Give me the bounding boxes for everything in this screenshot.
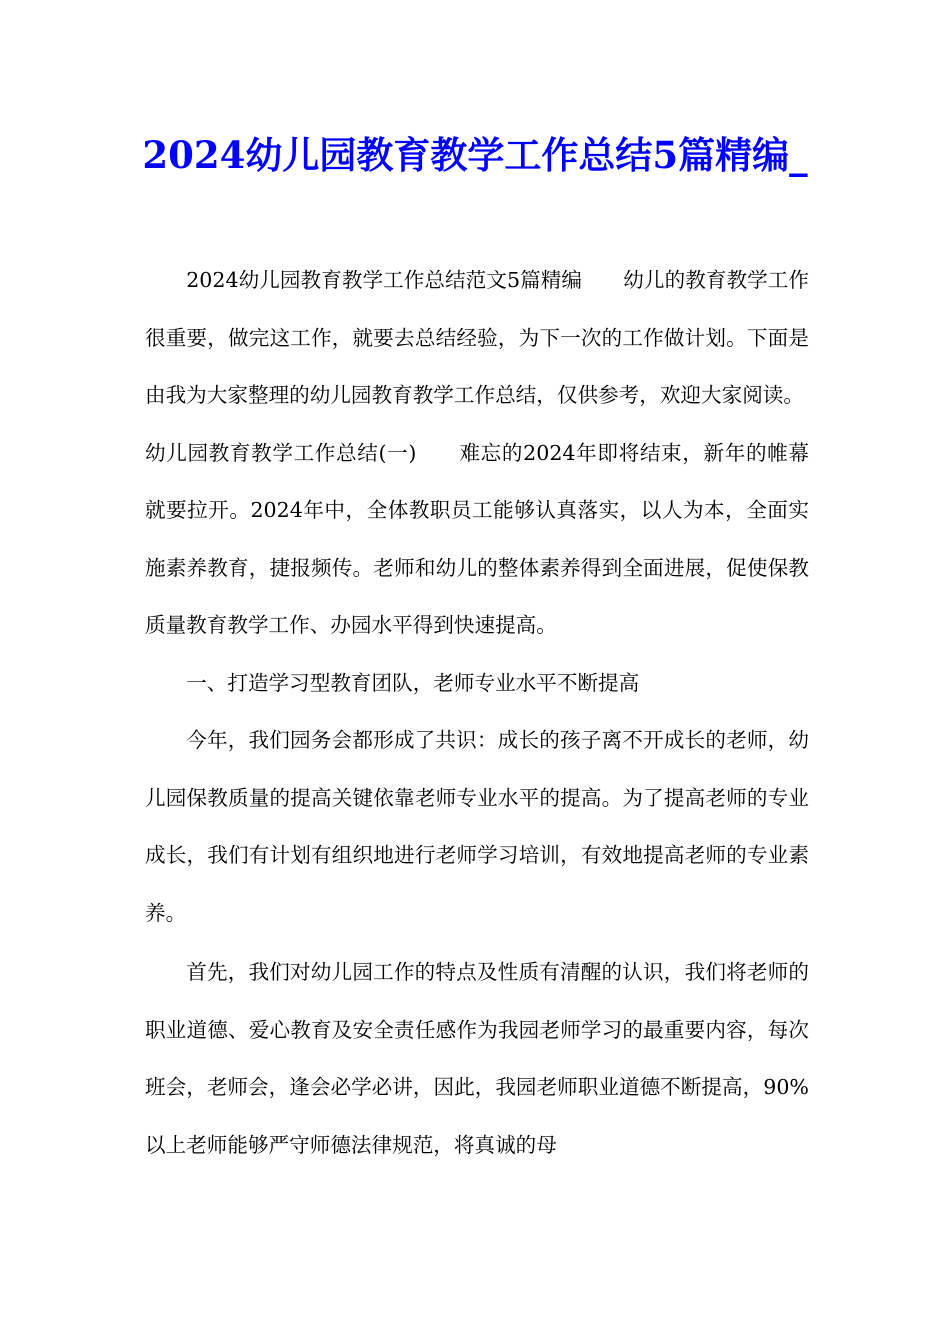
paragraph-first: 首先，我们对幼儿园工作的特点及性质有清醒的认识，我们将老师的职业道德、爱心教育及安全责任感作为我园老师学习的最重要内容，每次班会，老师会，逢会必学必讲，因此，我园老师职业道德不断提高，90%以上老师能够严守师德法律规范，将真诚的母 bbox=[145, 960, 809, 1157]
paragraph-consensus: 今年，我们园务会都形成了共识：成长的孩子离不开成长的老师，幼儿园保教质量的提高关键依靠老师专业水平的提高。为了提高老师的专业成长，我们有计划有组织地进行老师学习培训，有效地提高老师的专业素养。 bbox=[145, 728, 809, 925]
paragraph-summary-one: 幼儿园教育教学工作总结(一) 难忘的2024年即将结束，新年的帷幕就要拉开。2024年中，全体教职员工能够认真落实，以人为本，全面实施素养教育，捷报频传。老师和幼儿的整体素养得到全面进展，促使保教质量教育教学工作、办园水平得到快速提高。 bbox=[145, 440, 809, 637]
paragraph-intro: 2024幼儿园教育教学工作总结范文5篇精编 幼儿的教育教学工作很重要，做完这工作，就要去总结经验，为下一次的工作做计划。下面是由我为大家整理的幼儿园教育教学工作总结，仅供参考，欢迎大家阅读。 bbox=[145, 268, 809, 407]
document-title: 2024幼儿园教育教学工作总结5篇精编_ bbox=[142, 133, 808, 177]
section-heading: 一、打造学习型教育团队，老师专业水平不断提高 bbox=[186, 670, 640, 695]
document-body bbox=[145, 252, 809, 1174]
